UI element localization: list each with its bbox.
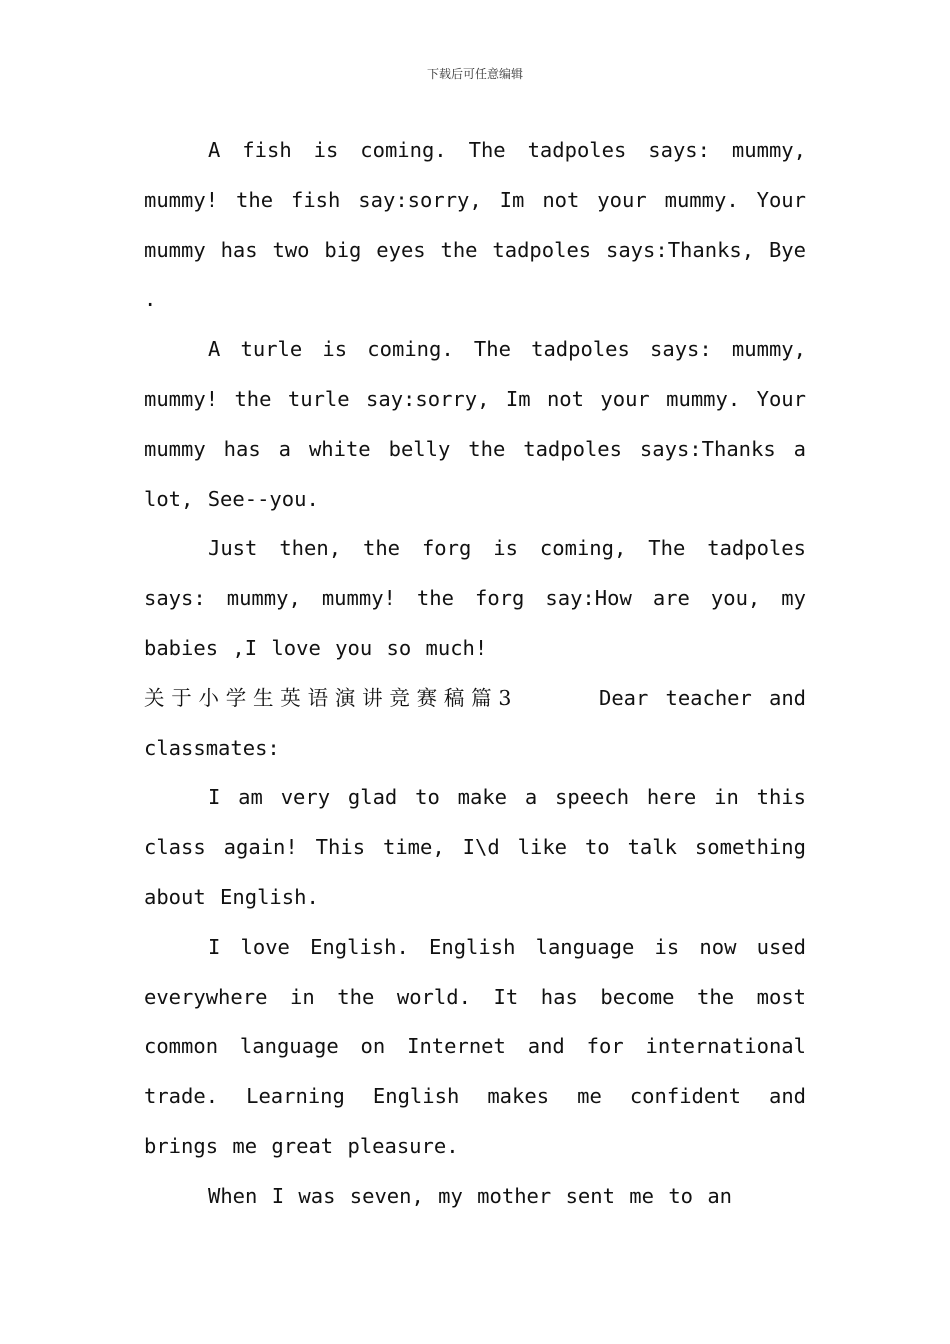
- paragraph-fish: A fish is coming. The tadpoles says: mummy, mummy! the fish say:sorry, Im not your mummy. Your mummy has two big eyes the tadpoles says:Thanks, Bye .: [144, 138, 806, 312]
- paragraph-speech-love-english: I love English. English language is now used everywhere in the world. It has become the most common language on Internet and for international trade. Learning English makes me confident and brings me great pleasure.: [144, 934, 806, 1158]
- section-title: 关于小学生英语演讲竞赛稿篇3: [144, 685, 514, 710]
- section-greeting: Dear teacher and classmates:: [144, 685, 806, 760]
- paragraph-speech-seven: When I was seven, my mother sent me to an: [208, 1183, 733, 1208]
- section-heading-line: [144, 674, 806, 774]
- page-header: 下载后可任意编辑: [426, 67, 523, 81]
- paragraph-speech-intro: I am very glad to make a speech here in this class again! This time, I\d like to talk something about English.: [144, 785, 806, 909]
- document-body: [144, 126, 806, 1222]
- paragraph-turtle: A turle is coming. The tadpoles says: mummy, mummy! the turle say:sorry, Im not your mummy. Your mummy has a white belly the tadpoles says:Thanks a lot, See--you.: [144, 337, 806, 511]
- paragraph-frog: Just then, the forg is coming, The tadpoles says: mummy, mummy! the forg say:How are you, my babies ,I love you so much!: [144, 536, 806, 660]
